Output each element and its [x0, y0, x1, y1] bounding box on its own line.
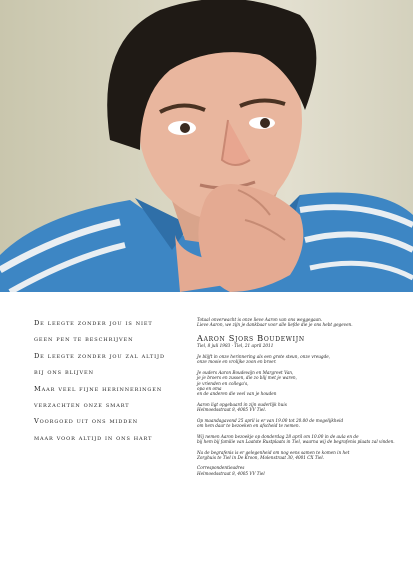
poem-line: De leegte zonder jou zal altijd: [34, 351, 165, 360]
poem: [34, 319, 186, 450]
poem-line: bij ons blijven: [34, 368, 94, 377]
viewing-location: Aaron ligt opgebaard in zijn ouderlijk huis Helmoedsstraat 8, 4005 VV Tiel.: [197, 401, 287, 413]
poem-line: verzachten onze smart: [34, 400, 130, 409]
poem-line: Maar veel fijne herinneringen: [34, 384, 163, 393]
family-list: Je ouders Aaron Boudewijn en Margreet Van, je je broers en zussen, die zo blij met je waren, je vrienden en collega's, opa en oma en de anderen die veel van je houden: [197, 370, 297, 397]
memory-text: Je blijft in onze herinnering als een grote steun, onze vreugde, onze mooie en vrolijke zoon en broer.: [197, 354, 331, 365]
visiting-hours: Op maandagavond 25 april is er van 19.00 tot 20.00 de mogelijkheid om hem daar te bezoeken en afscheid te nemen.: [197, 417, 344, 429]
poem-line: De leegte zonder jou is niet: [34, 319, 153, 327]
poem-line: Voorgoed uit ons midden: [34, 417, 139, 426]
funeral-details: Wij nemen Aaron bezoekje op donderdag 28 april om 10.00 in de aula en de bij hem bij familie van Laatste Rustplaats in Tiel, waarna wij de begrafenis plaats zal vinden.: [197, 433, 395, 444]
obituary-text-area: [0, 292, 413, 583]
life-dates: Tiel, 8 juli 1983 · Tiel, 21 april 2011: [197, 342, 274, 348]
gathering-details: Na de begrafenis is er gelegenheid om nog eens samen te komen in het Zorghuis te Tiel in De Kroon, Molenstraat 30, 4001 CX Tiel.: [197, 449, 350, 460]
intro-text: Totaal onverwacht is onze lieve Aaron van ons weggegaan. Lieve Aaron, we zijn je dankbaar voor alle liefde die je ons hebt gegeven.: [197, 317, 353, 328]
correspondence-address: Correspondentieadres Helmoedsstraat 8, 4005 VV Tiel: [197, 465, 265, 476]
death-notice: [197, 317, 403, 481]
poem-line: geen pen te beschrijven: [34, 335, 134, 344]
poem-line: maar voor altijd in ons hart: [34, 433, 153, 442]
deceased-name: Aaron Sjors Boudewijn: [197, 332, 305, 343]
